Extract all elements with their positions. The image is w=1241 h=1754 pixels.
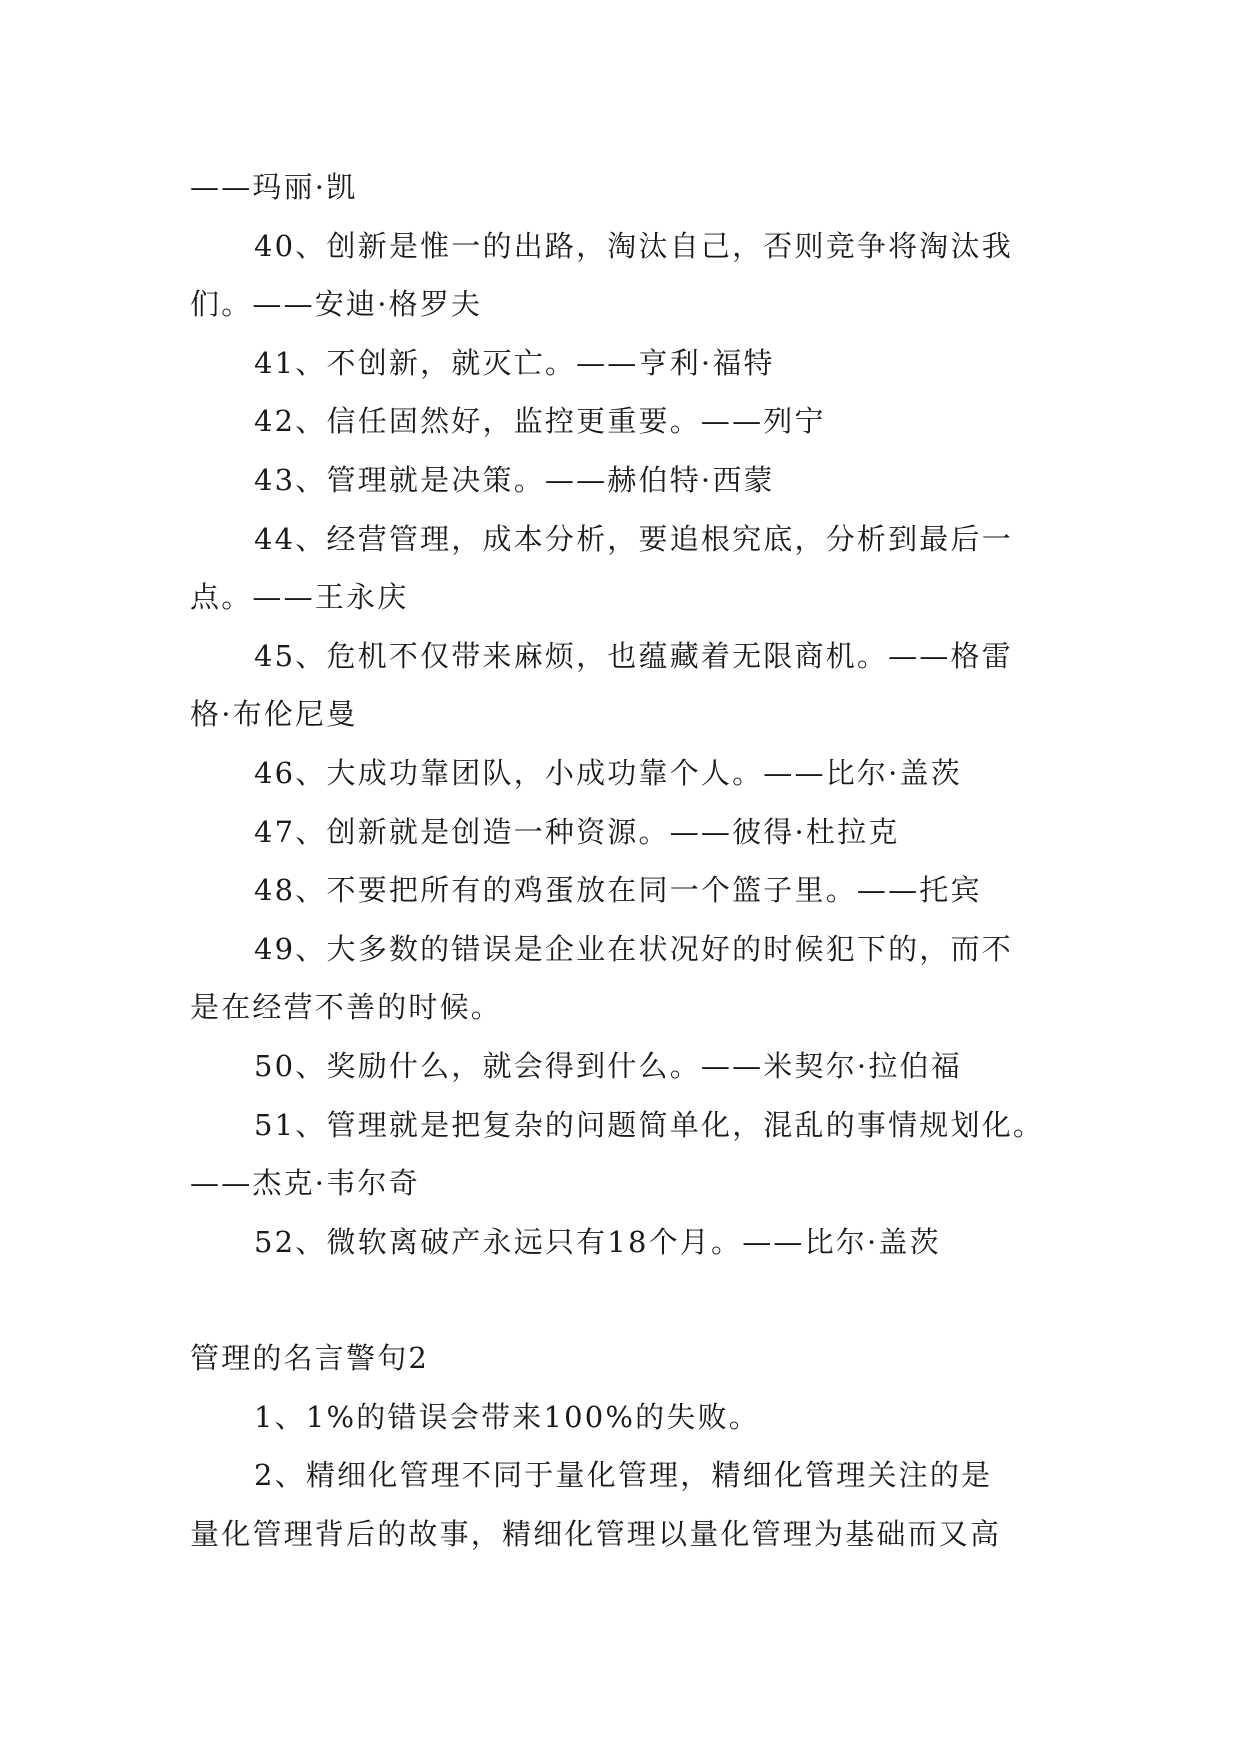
quote-list-part1 [190, 158, 1060, 1271]
text-line: 48、不要把所有的鸡蛋放在同一个篮子里。——托宾 [254, 873, 982, 908]
text-line: 2、精细化管理不同于量化管理，精细化管理关注的是 [254, 1458, 993, 1493]
section-gap [190, 1271, 1060, 1329]
text-line: ——杰克·韦尔奇 [190, 1166, 420, 1201]
quote-list-part2 [190, 1388, 1060, 1564]
text-line: 46、大成功靠团队，小成功靠个人。——比尔·盖茨 [254, 755, 962, 790]
text-line: 44、经营管理，成本分析，要追根究底，分析到最后一 [254, 521, 1013, 556]
document-page [190, 158, 1060, 1564]
text-line: 52、微软离破产永远只有18个月。——比尔·盖茨 [254, 1224, 941, 1259]
text-line: 1、1%的错误会带来100%的失败。 [254, 1399, 760, 1434]
text-line: 格·布伦尼曼 [190, 697, 358, 732]
text-line: 们。——安迪·格罗夫 [190, 287, 483, 322]
text-line: 40、创新是惟一的出路，淘汰自己，否则竞争将淘汰我 [254, 228, 1013, 263]
text-line: 43、管理就是决策。——赫伯特·西蒙 [254, 462, 775, 497]
text-line: 量化管理背后的故事，精细化管理以量化管理为基础而又高 [190, 1517, 1002, 1552]
text-line: 47、创新就是创造一种资源。——彼得·杜拉克 [254, 814, 900, 849]
text-line: 41、不创新，就灭亡。——亨利·福特 [254, 345, 775, 380]
text-line: 点。——王永庆 [190, 580, 409, 615]
text-line: 45、危机不仅带来麻烦，也蕴藏着无限商机。——格雷 [254, 638, 1013, 673]
text-line: 42、信任固然好，监控更重要。——列宁 [254, 404, 826, 439]
section-title: 管理的名言警句2 [190, 1341, 430, 1376]
text-line: 51、管理就是把复杂的问题简单化，混乱的事情规划化。 [254, 1107, 1045, 1142]
text-line: 49、大多数的错误是企业在状况好的时候犯下的，而不 [254, 931, 1013, 966]
text-line: 是在经营不善的时候。 [190, 990, 503, 1025]
text-line: 50、奖励什么，就会得到什么。——米契尔·拉伯福 [254, 1048, 962, 1083]
text-line: ——玛丽·凯 [190, 170, 358, 204]
